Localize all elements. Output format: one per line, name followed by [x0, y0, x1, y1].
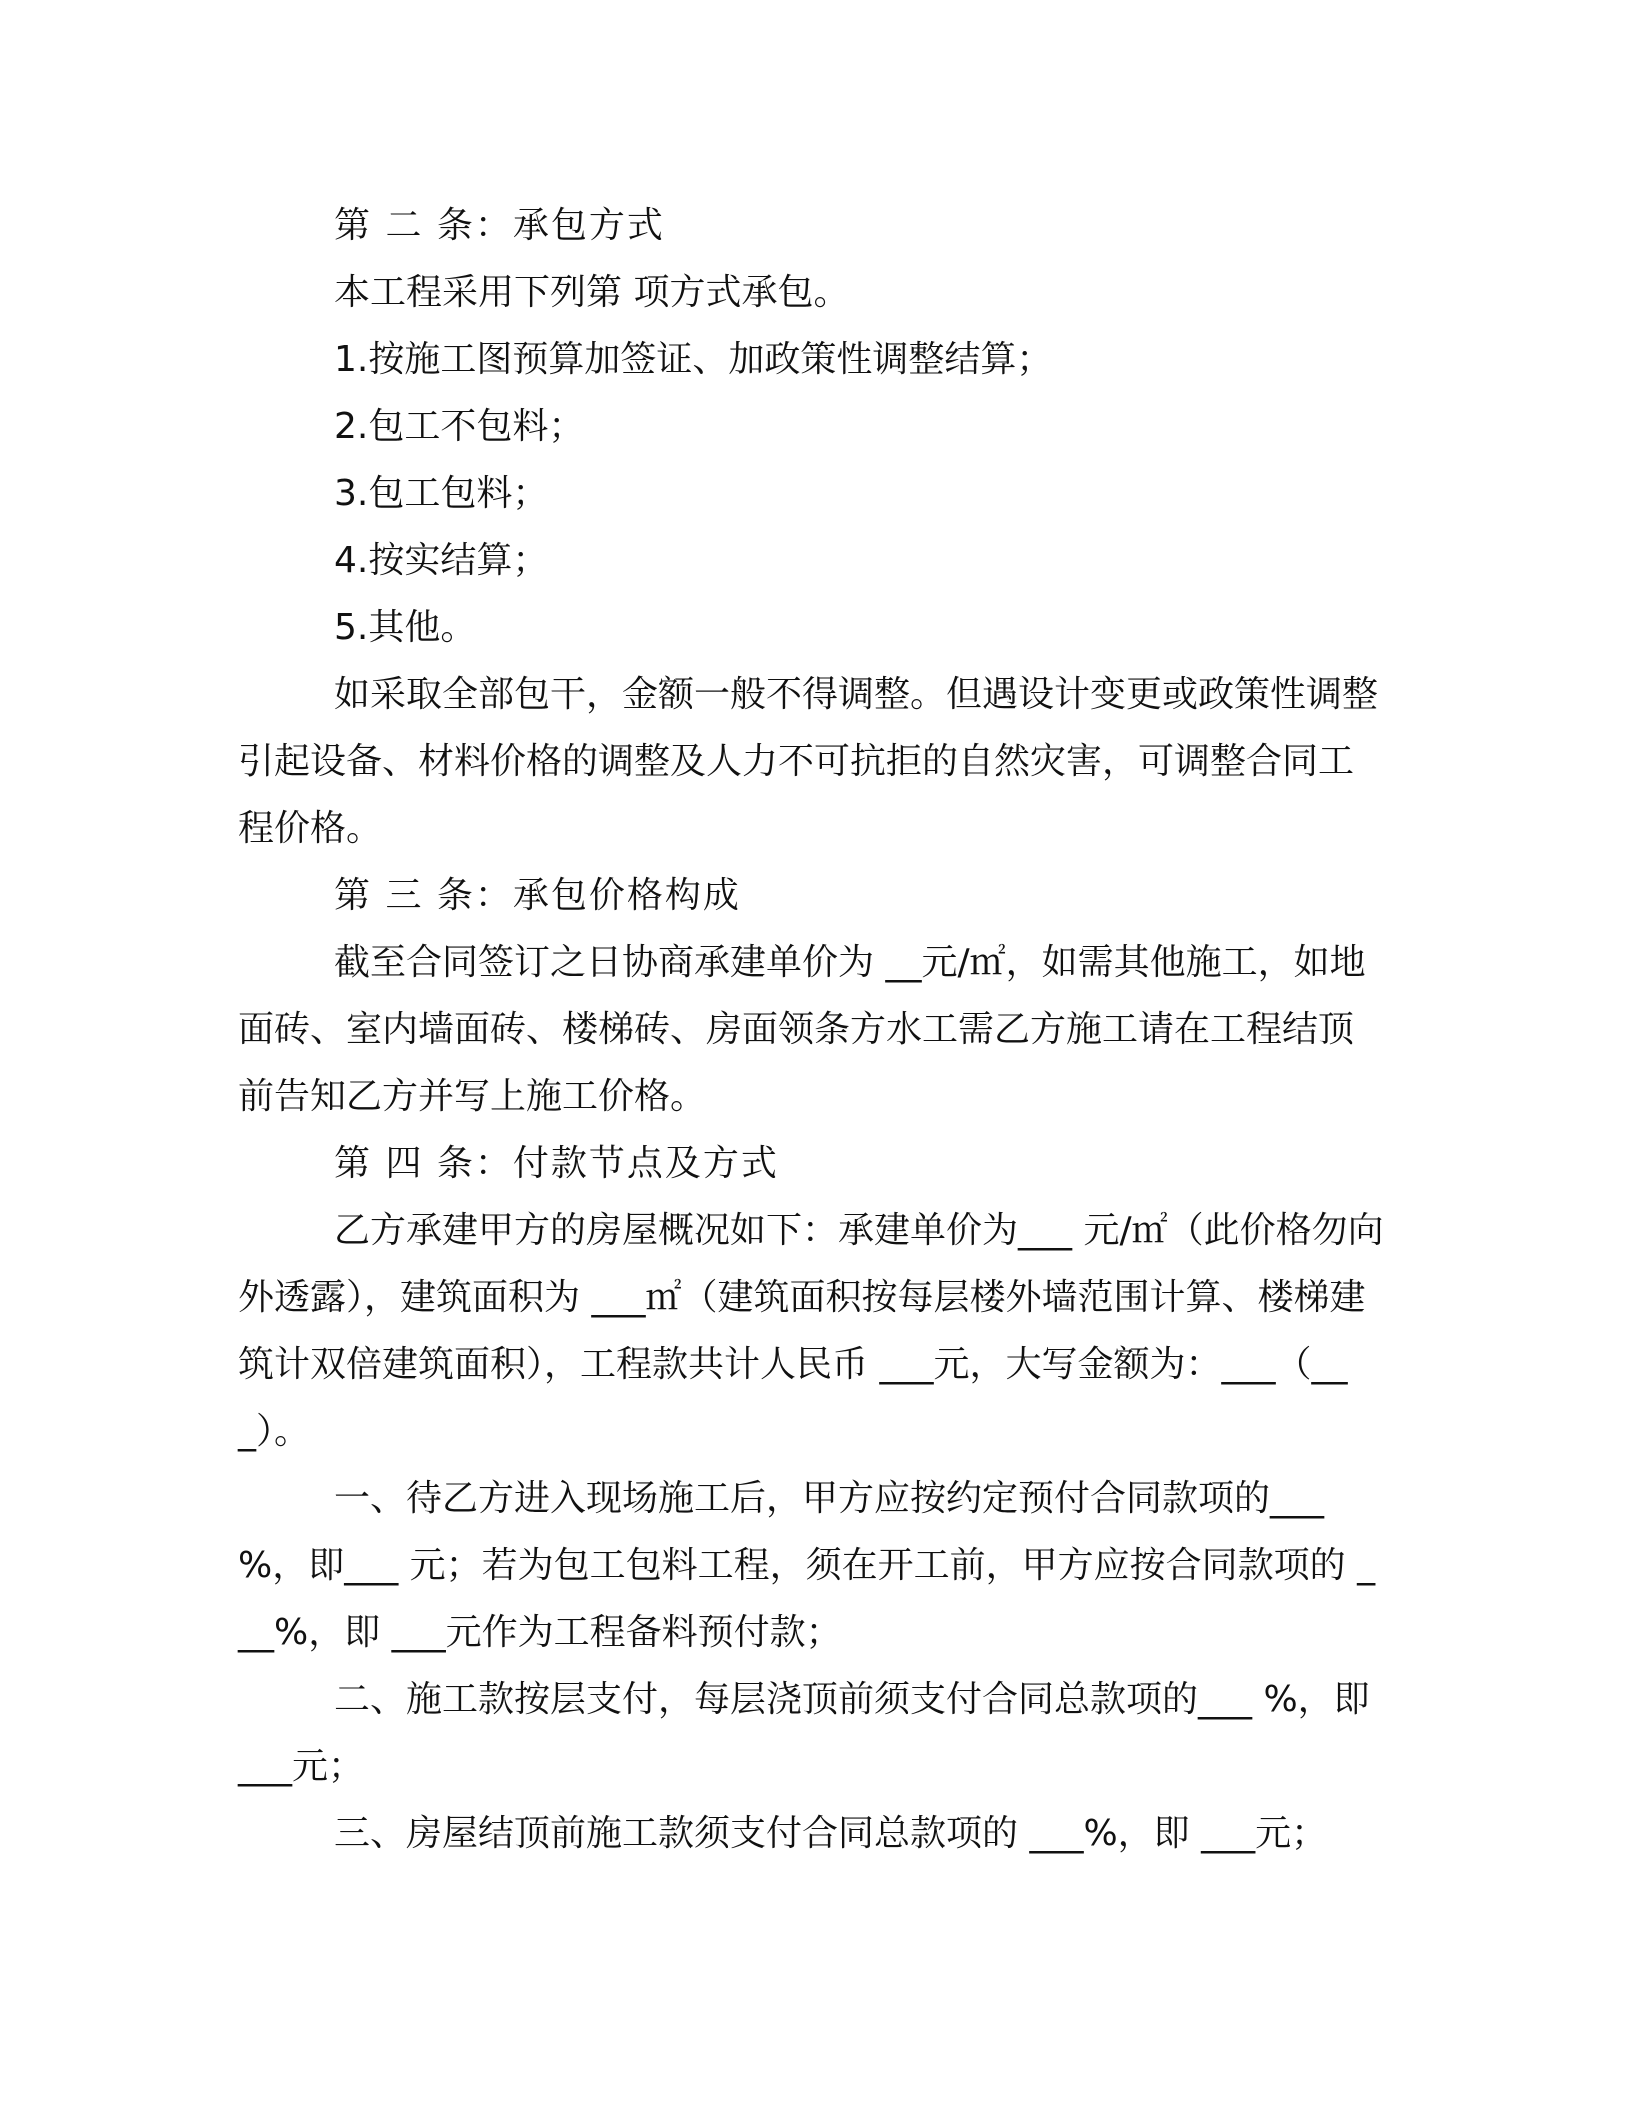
document-body — [238, 192, 1388, 1867]
article-3-text: 截至合同签订之日协商承建单价为 __元/㎡，如需其他施工，如地面砖、室内墙面砖、楼梯砖、房面领条方水工需乙方施工请在工程结顶前告知乙方并写上施工价格。 — [238, 942, 1366, 1117]
article-2-item-1: 1.按施工图预算加签证、加政策性调整结算； — [334, 339, 1053, 380]
article-2-item-2: 2.包工不包料； — [334, 406, 585, 447]
article-3-heading: 第 三 条：承包价格构成 — [334, 875, 741, 916]
article-2-item-3: 3.包工包料； — [334, 473, 549, 514]
article-2-item-4: 4.按实结算； — [334, 540, 549, 581]
article-2-heading: 第 二 条：承包方式 — [334, 205, 665, 246]
article-4-item-1: 一、待乙方进入现场施工后，甲方应按约定预付合同款项的___ %，即___ 元；若为包工包料工程，须在开工前，甲方应按合同款项的 ___%，即 ___元作为工程备料预付款； — [238, 1478, 1376, 1653]
article-4-item-3: 三、房屋结顶前施工款须支付合同总款项的 ___%，即 ___元； — [334, 1813, 1328, 1854]
article-2-note: 如采取全部包干，金额一般不得调整。但遇设计变更或政策性调整引起设备、材料价格的调整及人力不可抗拒的自然灾害，可调整合同工程价格。 — [238, 674, 1379, 849]
article-4-item-2: 二、施工款按层支付，每层浇顶前须支付合同总款项的___ %，即 ___元； — [238, 1679, 1370, 1787]
article-4-text: 乙方承建甲方的房屋概况如下：承建单价为___ 元/㎡（此价格勿向外透露），建筑面积为 ___㎡（建筑面积按每层楼外墙范围计算、楼梯建筑计双倍建筑面积），工程款共计人民币 ___元，大写金额为：___（___）。 — [238, 1210, 1384, 1452]
article-4-heading: 第 四 条：付款节点及方式 — [334, 1143, 779, 1184]
article-2-intro: 本工程采用下列第 项方式承包。 — [334, 272, 850, 313]
article-2-item-5: 5.其他。 — [334, 607, 477, 648]
